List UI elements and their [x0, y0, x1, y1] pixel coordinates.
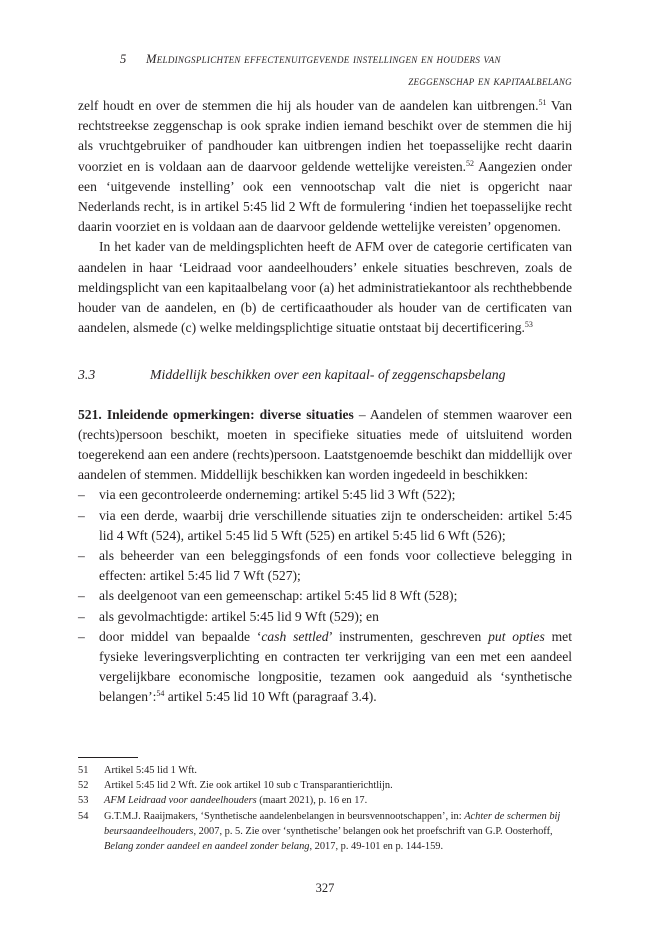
paragraph-2: In het kader van de meldingsplichten heeft de AFM over de categorie certificaten van aandelen in haar ‘Leidraad voor aandeelhouders’ enkele situaties beschreven, zoals de meldingsplicht van een kapitaalbelang voor (a) het administratiekantoor als rechthebbende houder van de aandelen, en (b) de certificaathouder als houder van de certificaten van aandelen, alsmede (c) welke meldingsplichtige situatie ontstaat bij decertificering.$^{53}$ — [78, 239, 572, 336]
footnote-52: 52 Artikel 5:45 lid 2 Wft. Zie ook artikel 10 sub c Transparantierichtlijn. — [78, 780, 393, 792]
list-item: – als deelgenoot van een gemeenschap: artikel 5:45 lid 8 Wft (528); — [78, 586, 572, 606]
paragraph-lead: 521. Inleidende opmerkingen: diverse situaties — [78, 406, 354, 422]
chapter-title-line1: Meldingsplichten effectenuitgevende instellingen en houders van — [146, 52, 501, 66]
footnote-ref-54[interactable]: 54 — [156, 689, 165, 699]
chapter-number: 5 — [120, 52, 127, 66]
section-title: Middellijk beschikken over een kapitaal- of zeggenschapsbelang — [150, 367, 506, 383]
footnote-ref-53[interactable]: 53 — [524, 320, 533, 330]
paragraph-521: 521. Inleidende opmerkingen: diverse situaties – Aandelen of stemmen waarover een (rechts)persoon beschikt, moeten in specifieke situaties mede of uitsluitend worden toegerekend aan een andere (rechts)persoon. Laatstgenoemde beschikt dan middellijk over aandelen of stemmen. Middellijk beschikken kan worden ingedeeld in beschikken: — [78, 406, 572, 483]
list-item: – door middel van bepaalde ‘cash settled’ instrumenten, geschreven put opties met fysieke leveringsverplichting en contracten ter verkrijging van een met een aandeel vergelijkbare economische longpositie, tezamen ook aangeduid als ‘synthetische belangen’:$^{54}$ artikel 5:45 lid 10 Wft (paragraaf 3.4). — [78, 627, 572, 708]
page-number: 327 — [315, 881, 335, 895]
situation-list — [78, 485, 572, 707]
running-header — [120, 52, 572, 67]
section-heading — [78, 365, 572, 385]
footnote-53: 53 AFM Leidraad voor aandeelhouders (maart 2021), p. 16 en 17. — [78, 795, 368, 807]
footnote-ref-52[interactable]: 52 — [466, 158, 475, 168]
section-number: 3.3 — [78, 367, 96, 383]
chapter-title-line2: zeggenschap en kapitaalbelang — [408, 74, 572, 88]
list-item: – via een gecontroleerde onderneming: artikel 5:45 lid 3 Wft (522); — [78, 485, 572, 505]
paragraph-1: zelf houdt en over de stemmen die hij als houder van de aandelen kan uitbrengen.$^{51}$ Van rechtstreekse zeggenschap is ook sprake indien iemand beschikt over de stemmen die hij als vruchtgebruiker of pandhouder kan uitbrengen indien het toepasselijke recht daarin voorziet en is voldaan aan de daarvoor geldende wettelijke vereisten.$^{52}$ Aangezien onder een ‘uitgevende instelling’ ook een vennootschap valt die niet is opgericht naar Nederlands recht, is in artikel 5:45 lid 2 Wft de formulering ‘indien het toepasselijke recht daarin voorziet en is voldaan aan de daarvoor geldende wettelijke vereisten’ opgenomen. — [78, 98, 573, 235]
body-text — [78, 96, 572, 708]
footnote-divider — [78, 757, 138, 758]
list-item: – als beheerder van een beleggingsfonds of een fonds voor collectieve belegging in effecten: artikel 5:45 lid 7 Wft (527); — [78, 546, 572, 586]
footnotes — [78, 763, 572, 854]
footnote-51: 51 Artikel 5:45 lid 1 Wft. — [78, 765, 198, 776]
list-item: – als gevolmachtigde: artikel 5:45 lid 9 Wft (529); en — [78, 607, 572, 627]
list-item: – via een derde, waarbij drie verschillende situaties zijn te onderscheiden: artikel 5:45 lid 4 Wft (524), artikel 5:45 lid 5 Wft (525) en artikel 5:45 lid 6 Wft (526); — [78, 506, 572, 546]
footnote-ref-51[interactable]: 51 — [538, 98, 547, 107]
footnote-54: 54 G.T.M.J. Raaijmakers, ‘Synthetische aandelenbelangen in beursvennootschappen’, in: Achter de schermen bij beursaandeelhouders, 2007, p. 5. Zie over ‘synthetische’ belangen ook het proefschrift van G.P. Oosterhoff, Belang zonder aandeel en aandeel zonder belang, 2017, p. 49-101 en p. 144-159. — [78, 810, 561, 853]
